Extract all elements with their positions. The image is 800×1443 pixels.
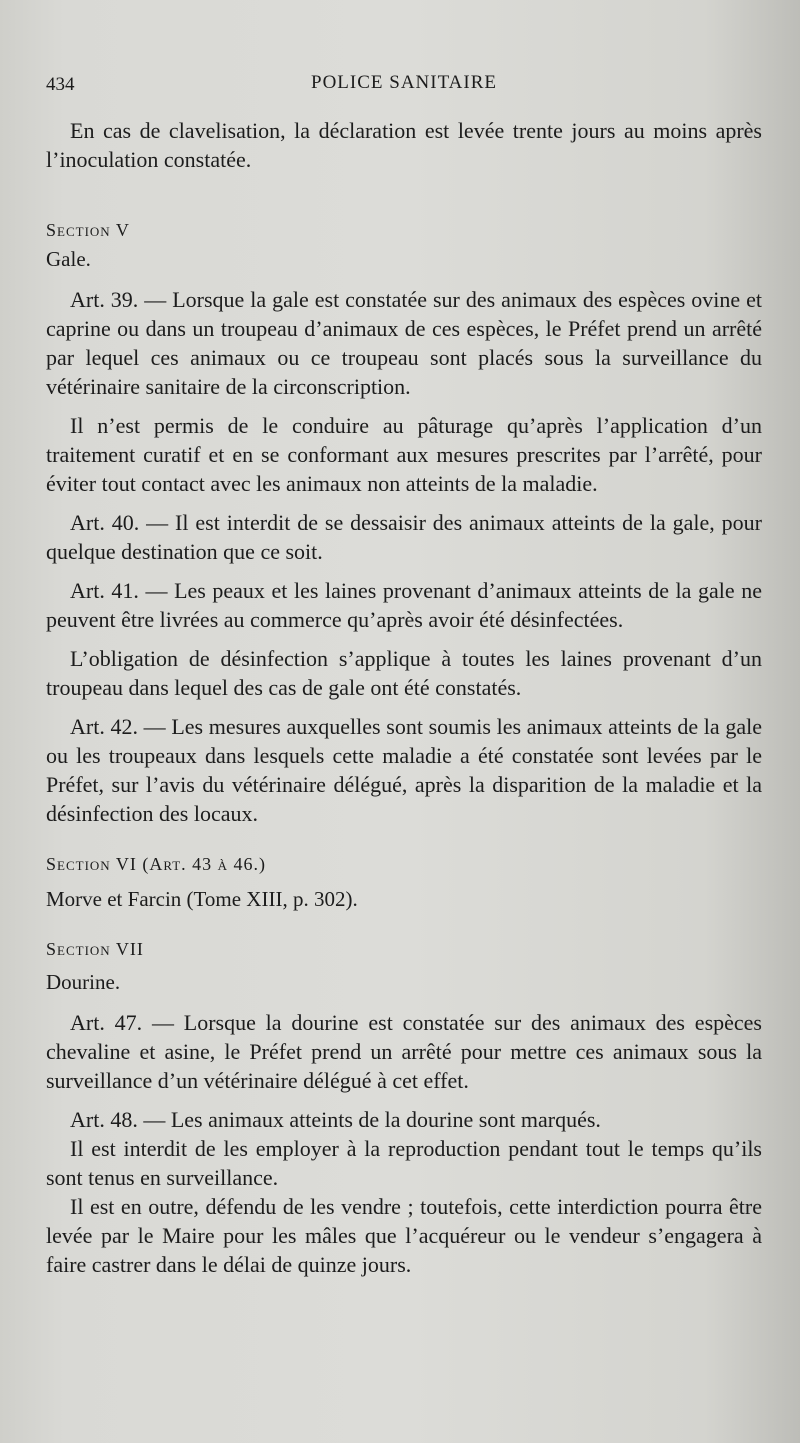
article-41-paragraph-2: L’obligation de désinfection s’applique à toutes les laines provenant d’un troupeau dans lequel des cas de gale ont été constatés. <box>46 646 762 700</box>
running-head: POLICE SANITAIRE <box>311 72 497 93</box>
article-41-paragraph-1: Art. 41. — Les peaux et les laines provenant d’animaux atteints de la gale ne peuvent être livrées au commerce qu’après avoir été désinfectées. <box>46 578 762 632</box>
section-v-title: Section V <box>46 220 130 240</box>
article-48-paragraph-1: Art. 48. — Les animaux atteints de la dourine sont marqués. <box>70 1107 601 1132</box>
article-39-paragraph-1: Art. 39. — Lorsque la gale est constatée sur des animaux des espèces ovine et caprine ou dans un troupeau d’animaux de ces espèces, le Préfet prend un arrêté par lequel ces animaux ou ce troupeau sont placés sous la surveillance du vétérinaire sanitaire de la circonscription. <box>46 287 762 399</box>
section-vii-title: Section VII <box>46 939 144 959</box>
article-40-paragraph: Art. 40. — Il est interdit de se dessaisir des animaux atteints de la gale, pour quelque destination que ce soit. <box>46 510 762 564</box>
article-47-paragraph: Art. 47. — Lorsque la dourine est constatée sur des animaux des espèces chevaline et asine, le Préfet prend un arrêté pour mettre ces animaux sous la surveillance d’un vétérinaire délégué à cet effet. <box>46 1010 762 1093</box>
article-48-paragraph-3: Il est en outre, défendu de les vendre ; toutefois, cette interdiction pourra être levée par le Maire pour les mâles que l’acquéreur ou le vendeur s’engagera à faire castrer dans le délai de quinze jours. <box>46 1194 762 1277</box>
article-39-paragraph-2: Il n’est permis de le conduire au pâturage qu’après l’application d’un traitement curatif et en se conformant aux mesures prescrites par l’arrêté, pour éviter tout contact avec les animaux non atteints de la maladie. <box>46 413 762 496</box>
section-vii-subject: Dourine. <box>46 970 121 994</box>
page-body <box>46 116 762 1279</box>
intro-paragraph: En cas de clavelisation, la déclaration est levée trente jours au moins après l’inoculation constatée. <box>46 118 762 172</box>
section-vi-subject: Morve et Farcin (Tome XIII, p. 302). <box>46 887 358 911</box>
article-48-paragraph-2: Il est interdit de les employer à la reproduction pendant tout le temps qu’ils sont tenus en surveillance. <box>46 1136 762 1190</box>
page-header <box>46 72 762 102</box>
page-number: 434 <box>46 74 75 95</box>
article-42-paragraph: Art. 42. — Les mesures auxquelles sont soumis les animaux atteints de la gale ou les troupeaux dans lesquels cette maladie a été constatée sont levées par le Préfet, sur l’avis du vétérinaire délégué, après la disparition de la maladie et la désinfection des locaux. <box>46 714 762 826</box>
section-vi-title: Section VI (Art. 43 à 46.) <box>46 854 267 874</box>
section-v-subject: Gale. <box>46 247 91 271</box>
